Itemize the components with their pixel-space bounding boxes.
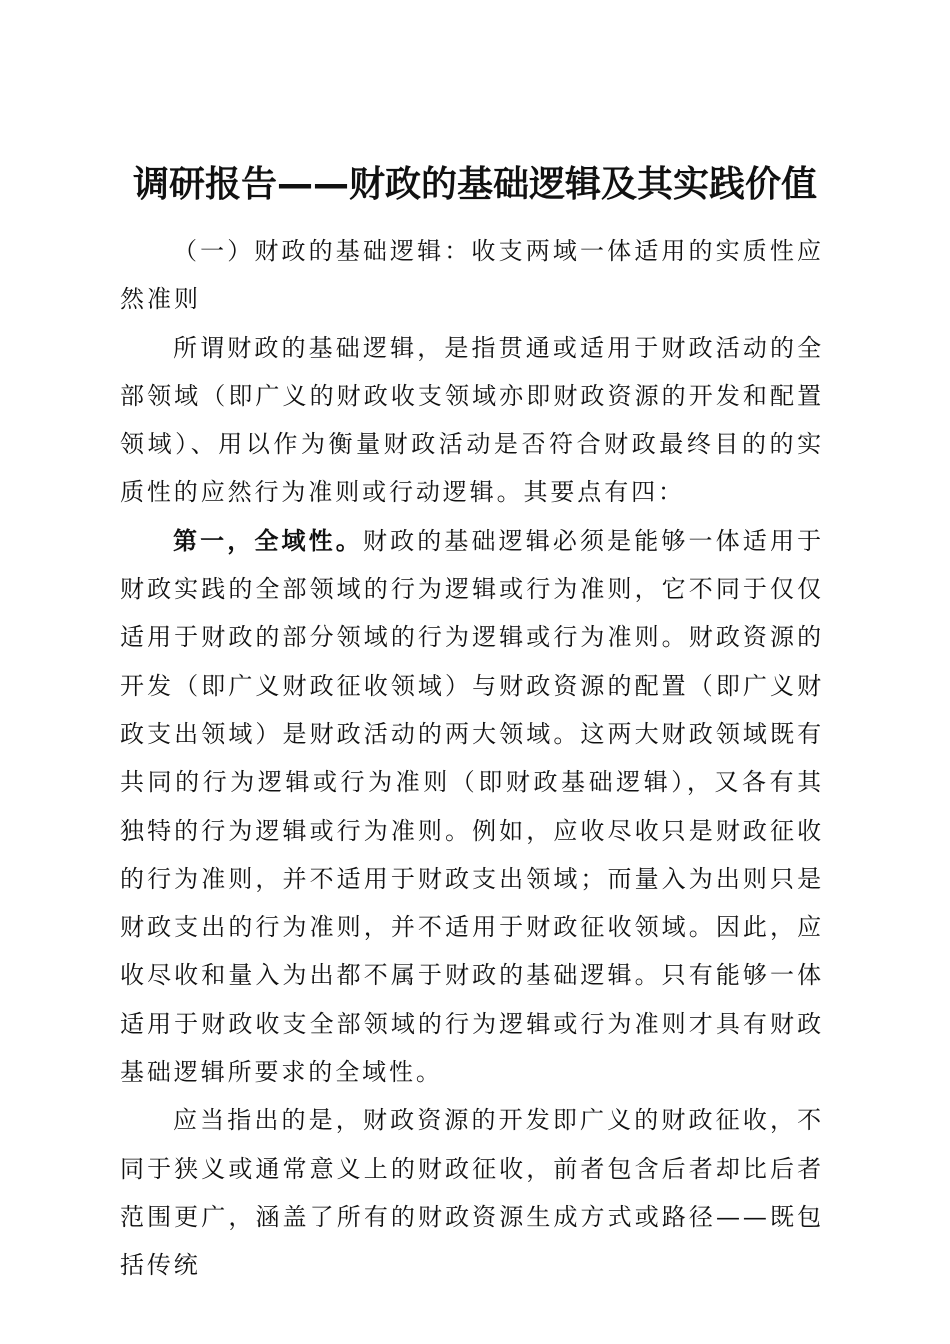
document-title: 调研报告——财政的基础逻辑及其实践价值 [132,164,817,206]
section-heading: （一）财政的基础逻辑：收支两域一体适用的实质性应然准则 [120,237,824,314]
paragraph-3: 应当指出的是，财政资源的开发即广义的财政征收，不同于狭义或通常意义上的财政征收，前者包含后者却比后者范围更广，涵盖了所有的财政资源生成方式或路径——既包括传统 [120,1106,824,1280]
paragraph-2-body: 财政的基础逻辑必须是能够一体适用于财政实践的全部领域的行为逻辑或行为准则，它不同于仅仅适用于财政的部分领域的行为逻辑或行为准则。财政资源的开发（即广义财政征收领域）与财政资源的配置（即广义财政支出领域）是财政活动的两大领域。这两大财政领域既有共同的行为逻辑或行为准则（即财政基础逻辑），又各有其独特的行为逻辑或行为准则。例如，应收尽收只是财政征收的行为准则，并不适用于财政支出领域；而量入为出则只是财政支出的行为准则，并不适用于财政征收领域。因此，应收尽收和量入为出都不属于财政的基础逻辑。只有能够一体适用于财政收支全部领域的行为逻辑或行为准则才具有财政基础逻辑所要求的全域性。 [120,526,824,1087]
paragraph-2-lead: 第一，全域性。 [173,525,363,555]
paragraph-2 [120,517,824,1097]
document-body [120,227,824,1290]
paragraph-1: 所谓财政的基础逻辑，是指贯通或适用于财政活动的全部领域（即广义的财政收支领域亦即财政资源的开发和配置领域）、用以作为衡量财政活动是否符合财政最终目的的实质性的应然行为准则或行动逻辑。其要点有四： [120,333,824,507]
